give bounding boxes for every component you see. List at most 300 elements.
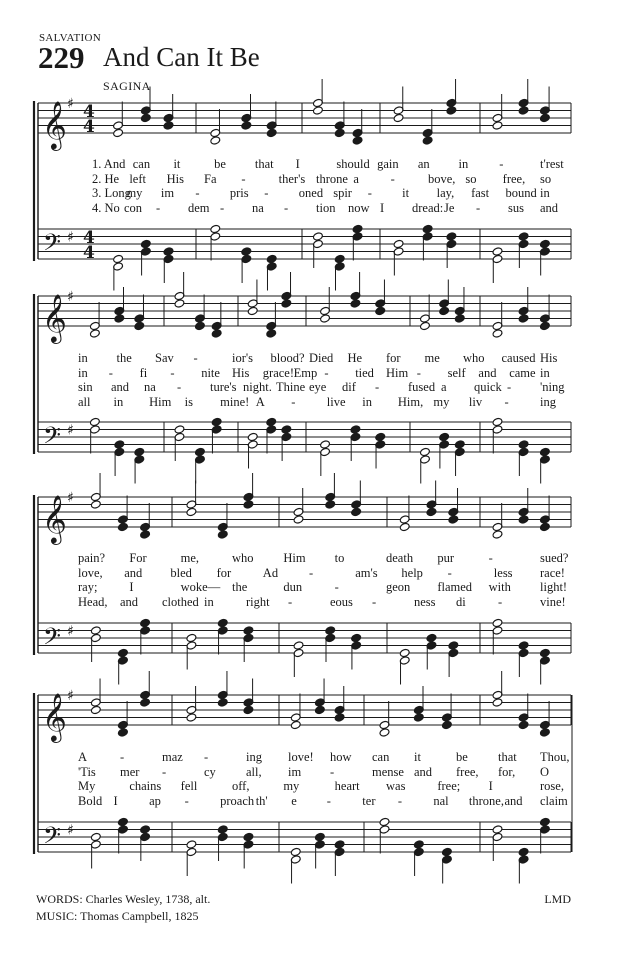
lyric-syllable: me <box>424 351 440 365</box>
lyric-syllable: im <box>288 764 302 779</box>
lyric-syllable: His <box>540 351 558 365</box>
note-head <box>393 239 404 248</box>
lyric-syllable: fused <box>408 380 436 394</box>
note-head <box>492 247 503 256</box>
note-head <box>140 698 151 707</box>
lyric-syllable: di <box>456 594 466 609</box>
note-head <box>492 417 503 426</box>
lyric-syllable: and <box>540 200 559 215</box>
lyric-syllable: bove, <box>428 171 456 186</box>
lyric-syllable: it <box>173 157 181 171</box>
note-head <box>117 817 128 826</box>
lyric-syllable: 'Tis <box>78 764 96 779</box>
lyric-syllable: dif <box>342 380 356 394</box>
lyric-syllable: pris <box>229 186 249 200</box>
lyric-syllable: ter <box>362 793 376 808</box>
note-head <box>266 254 277 263</box>
lyric-line <box>0 172 640 186</box>
lyric-syllable: throne, <box>468 793 504 808</box>
lyric-syllable: a <box>441 380 447 394</box>
lyric-syllable: 1. And <box>92 157 126 171</box>
note-head <box>441 847 452 856</box>
hymn-title: And Can It Be <box>103 42 260 72</box>
lyric-syllable: - <box>170 365 175 380</box>
lyric-syllable: geon <box>386 580 411 594</box>
lyric-syllable: free; <box>437 779 461 793</box>
lyric-syllable: im <box>160 186 175 200</box>
note-head <box>186 713 197 722</box>
note-head <box>539 522 550 531</box>
lyric-syllable: came <box>509 365 536 380</box>
lyric-syllable: - <box>390 171 395 186</box>
lyric-syllable: maz <box>162 750 183 764</box>
time-signature-top: 4 <box>83 102 95 122</box>
lyric-syllable: in <box>540 186 550 200</box>
lyric-syllable: Fa <box>204 171 217 186</box>
lyric-syllable: - <box>447 565 452 580</box>
lyric-syllable: 3. Long <box>92 186 131 200</box>
lyric-syllable: ture's <box>210 380 237 394</box>
note-head <box>375 432 386 441</box>
lyric-syllable: and <box>124 565 143 580</box>
lyric-syllable: the <box>232 580 248 594</box>
lyric-syllable: 'ning <box>540 380 565 394</box>
lyric-syllable: my <box>433 394 450 409</box>
lyric-syllable: - <box>156 200 161 215</box>
note-head <box>351 507 362 516</box>
note-head <box>351 633 362 642</box>
note-head <box>334 713 345 722</box>
sharp-icon: ♯ <box>67 289 74 305</box>
lyric-line <box>0 157 640 171</box>
note-head <box>89 417 100 426</box>
lyric-syllable: na <box>252 200 264 215</box>
bass-clef-icon: 𝄢 <box>43 228 62 262</box>
lyric-syllable: th' <box>255 793 268 808</box>
lyric-syllable: free, <box>502 171 526 186</box>
lyric-syllable: A <box>255 394 265 409</box>
note-head <box>539 728 550 737</box>
note-head <box>518 847 529 856</box>
lyric-syllable: race! <box>540 565 565 580</box>
note-head <box>399 648 410 657</box>
lyric-syllable: oned <box>298 186 324 200</box>
lyric-syllable: be <box>456 750 468 764</box>
lyric-syllable: He <box>347 351 363 365</box>
note-head <box>352 136 363 145</box>
lyric-syllable: self <box>447 365 466 380</box>
lyric-syllable: less <box>493 565 513 580</box>
note-head <box>140 239 151 248</box>
lyric-syllable: mense <box>372 764 404 779</box>
lyric-syllable: clothed <box>162 594 199 609</box>
note-head <box>320 440 331 449</box>
lyric-line <box>0 595 640 609</box>
lyric-syllable: me, <box>180 551 200 565</box>
note-head <box>241 247 252 256</box>
lyric-syllable: an <box>417 157 430 171</box>
bass-clef-icon: 𝄢 <box>43 421 62 455</box>
note-head <box>539 817 550 826</box>
hymn-number: 229 <box>38 40 85 75</box>
note-head <box>518 515 529 524</box>
lyric-syllable: blood? <box>270 351 305 365</box>
sharp-icon: ♯ <box>67 490 74 506</box>
note-head <box>393 113 404 122</box>
lyric-syllable: - <box>416 365 421 380</box>
note-head <box>247 432 258 441</box>
lyric-syllable: - <box>507 380 512 394</box>
note-head <box>163 121 174 130</box>
lyric-syllable: it <box>402 186 410 200</box>
lyric-syllable: fell <box>180 779 198 793</box>
lyric-syllable: bled <box>170 565 192 580</box>
note-head <box>117 728 128 737</box>
lyric-syllable: fi <box>139 365 148 380</box>
lyric-syllable: - <box>204 750 209 764</box>
lyric-line <box>0 551 640 565</box>
lyric-syllable: bound <box>505 186 537 200</box>
lyric-syllable: na <box>144 380 156 394</box>
note-head <box>163 247 174 256</box>
lyric-syllable: how <box>330 750 352 764</box>
lyric-syllable: - <box>372 594 377 609</box>
note-head <box>539 113 550 122</box>
lyric-syllable: that <box>254 157 274 171</box>
lyric-syllable: Him <box>283 551 306 565</box>
time-signature-top: 4 <box>83 228 95 248</box>
lyric-syllable: ther's <box>278 171 306 186</box>
note-head <box>420 321 431 330</box>
note-head <box>241 121 252 130</box>
lyric-syllable: nal <box>433 793 449 808</box>
lyric-syllable: For <box>129 551 147 565</box>
lyric-syllable: dun <box>283 580 303 594</box>
lyric-syllable: and <box>414 764 433 779</box>
lyric-line <box>0 186 640 200</box>
sharp-icon: ♯ <box>67 822 74 839</box>
lyric-syllable: love, <box>78 565 103 580</box>
lyric-syllable: eye <box>309 380 327 394</box>
lyric-syllable: - <box>375 380 380 394</box>
bass-clef-icon: 𝄢 <box>43 821 62 855</box>
note-head <box>492 121 503 130</box>
lyric-syllable: Je <box>444 200 455 215</box>
lyric-syllable: O <box>540 764 550 779</box>
note-head <box>113 254 124 263</box>
lyric-syllable: in <box>362 394 373 409</box>
lyric-syllable: spir <box>333 186 352 200</box>
lyric-syllable: is <box>184 394 193 409</box>
lyric-syllable: right <box>246 594 270 609</box>
note-head <box>518 106 529 115</box>
sharp-icon: ♯ <box>67 623 74 640</box>
lyric-line <box>0 380 640 394</box>
treble-clef-icon: 𝄞 <box>42 100 67 149</box>
lyric-syllable: death <box>386 551 414 565</box>
lyric-syllable: sin <box>78 380 93 394</box>
lyric-line <box>0 566 640 580</box>
note-head <box>266 329 277 338</box>
lyric-line <box>0 750 640 764</box>
sharp-icon: ♯ <box>67 229 74 246</box>
lyric-syllable: liv <box>468 394 483 409</box>
lyric-syllable: rose, <box>540 779 564 793</box>
lyric-syllable: His <box>166 171 185 186</box>
note-head <box>325 500 336 509</box>
note-head <box>293 641 304 650</box>
lyric-syllable: for, <box>498 764 516 779</box>
lyric-syllable: His <box>232 365 250 380</box>
lyric-syllable: dem <box>188 200 210 215</box>
note-head <box>334 254 345 263</box>
lyric-line <box>0 779 640 793</box>
time-signature-bottom: 4 <box>83 243 95 263</box>
lyric-syllable: nite <box>201 365 220 380</box>
note-head <box>518 720 529 729</box>
lyric-syllable: pain? <box>78 551 106 565</box>
note-head <box>293 515 304 524</box>
note-head <box>90 832 101 841</box>
note-head <box>174 425 185 434</box>
lyric-syllable: in <box>78 351 88 365</box>
lyric-syllable: Head, <box>78 594 108 609</box>
lyric-syllable: night. <box>243 380 272 394</box>
note-head <box>247 306 258 315</box>
lyric-syllable: Ad <box>262 565 279 580</box>
lyric-syllable: be <box>214 157 226 171</box>
lyric-syllable: was <box>386 779 406 793</box>
note-head <box>90 705 101 714</box>
lyric-syllable: Him, <box>397 394 424 409</box>
note-head <box>350 425 361 434</box>
lyric-syllable: Thou, <box>540 750 570 764</box>
lyric-syllable: mer <box>120 764 140 779</box>
lyric-syllable: - <box>324 365 329 380</box>
lyric-syllable: Sav <box>155 351 174 365</box>
lyric-syllable: now <box>348 200 370 215</box>
lyric-syllable: dread: <box>412 200 444 215</box>
note-head <box>266 417 277 426</box>
sharp-icon: ♯ <box>67 688 74 704</box>
lyric-syllable: - <box>309 565 314 580</box>
lyric-syllable: quick <box>474 380 502 394</box>
note-head <box>426 633 437 642</box>
sharp-icon: ♯ <box>67 422 74 439</box>
meter-label: LMD <box>544 892 571 906</box>
lyric-syllable: t'rest <box>540 157 564 171</box>
note-head <box>413 713 424 722</box>
lyric-syllable: sued? <box>540 551 569 565</box>
note-head <box>117 648 128 657</box>
lyric-syllable: tied <box>355 365 374 380</box>
lyric-syllable: who <box>463 351 485 365</box>
lyric-syllable: - <box>498 594 503 609</box>
note-head <box>379 817 390 826</box>
note-head <box>243 626 254 635</box>
note-head <box>140 530 151 539</box>
lyric-syllable: all <box>78 394 91 409</box>
lyric-syllable: with <box>488 580 511 594</box>
lyric-syllable: - <box>288 594 293 609</box>
lyric-syllable: - <box>397 793 403 808</box>
lyric-line <box>0 395 640 409</box>
note-head <box>290 720 301 729</box>
sharp-icon: ♯ <box>67 96 74 112</box>
lyric-syllable: help <box>401 565 423 580</box>
lyric-syllable: left <box>129 171 146 186</box>
note-head <box>113 128 124 137</box>
note-head <box>441 720 452 729</box>
note-head <box>194 321 205 330</box>
note-head <box>217 825 228 834</box>
lyric-syllable: - <box>108 365 113 380</box>
lyric-syllable: chains <box>129 779 162 793</box>
lyric-syllable: e <box>291 793 297 808</box>
note-head <box>518 232 529 241</box>
note-head <box>518 641 529 650</box>
note-head <box>426 507 437 516</box>
bass-clef-icon: 𝄢 <box>43 622 62 656</box>
lyric-syllable: - <box>193 351 198 365</box>
tune-name: SAGINA <box>103 79 151 93</box>
lyric-syllable: - <box>184 793 189 808</box>
lyric-syllable: I <box>295 157 300 171</box>
lyric-syllable: and <box>478 365 497 380</box>
note-head <box>314 832 325 841</box>
note-head <box>114 314 125 323</box>
lyric-syllable: live <box>326 394 346 409</box>
lyric-syllable: - <box>367 186 372 200</box>
note-head <box>492 698 503 707</box>
lyric-syllable: the <box>116 351 132 365</box>
lyric-syllable: and <box>120 594 139 609</box>
note-head <box>174 299 185 308</box>
note-head <box>492 825 503 834</box>
note-head <box>217 698 228 707</box>
lyric-line <box>0 351 640 365</box>
note-head <box>211 417 222 426</box>
music-credit: MUSIC: Thomas Campbell, 1825 <box>36 909 199 923</box>
note-head <box>312 106 323 115</box>
note-head <box>281 299 292 308</box>
lyric-syllable: pur <box>437 551 454 565</box>
note-head <box>518 314 529 323</box>
lyric-syllable: - <box>120 750 125 764</box>
lyric-syllable: - <box>504 394 509 409</box>
note-head <box>350 299 361 308</box>
note-head <box>314 705 325 714</box>
lyric-syllable: in <box>540 365 550 380</box>
lyric-syllable: - <box>488 551 493 565</box>
note-head <box>334 128 345 137</box>
lyric-syllable: I <box>488 779 493 793</box>
words-credit: WORDS: Charles Wesley, 1738, alt. <box>36 892 211 906</box>
lyric-syllable: am's <box>355 565 378 580</box>
note-head <box>243 832 254 841</box>
lyric-syllable: in <box>204 594 214 609</box>
note-head <box>539 447 550 456</box>
lyric-syllable: proach <box>220 793 255 808</box>
lyric-syllable: fast <box>471 186 490 200</box>
lyric-line <box>0 201 640 215</box>
note-head <box>312 232 323 241</box>
lyric-syllable: ray; <box>78 580 98 594</box>
lyric-syllable: - <box>195 186 200 200</box>
lyric-syllable: sus <box>508 200 524 215</box>
lyric-syllable: Him <box>149 394 172 409</box>
note-head <box>492 530 503 539</box>
hymn-category: SALVATION <box>39 32 101 44</box>
lyric-syllable: in <box>113 394 124 409</box>
lyric-syllable: can <box>372 750 390 764</box>
lyric-syllable: I <box>129 580 134 594</box>
note-head <box>281 425 292 434</box>
lyric-syllable: eous <box>330 594 353 609</box>
lyric-syllable: who <box>232 551 254 565</box>
note-head <box>518 440 529 449</box>
note-head <box>439 306 450 315</box>
note-head <box>90 626 101 635</box>
treble-clef-icon: 𝄞 <box>42 692 67 741</box>
lyric-syllable: my <box>283 779 300 793</box>
note-head <box>413 840 424 849</box>
note-head <box>186 507 197 516</box>
note-head <box>210 136 221 145</box>
note-head <box>448 641 459 650</box>
lyric-syllable: - <box>162 764 167 779</box>
lyric-syllable: my <box>126 186 143 200</box>
note-head <box>539 648 550 657</box>
lyric-syllable: - <box>264 186 269 200</box>
note-head <box>446 106 457 115</box>
lyric-syllable: tion <box>316 200 336 215</box>
lyric-syllable: and <box>504 793 523 808</box>
note-head <box>334 840 345 849</box>
lyric-syllable: mine! <box>220 394 250 409</box>
note-head <box>140 113 151 122</box>
lyric-syllable: that <box>498 750 517 764</box>
lyric-syllable: I <box>113 793 118 808</box>
lyric-syllable: - <box>334 580 339 594</box>
lyric-syllable: for <box>386 351 401 365</box>
note-head <box>114 440 125 449</box>
note-head <box>420 447 431 456</box>
note-head <box>186 840 197 849</box>
lyric-syllable: - <box>284 200 289 215</box>
note-head <box>492 329 503 338</box>
lyric-syllable: heart <box>334 779 360 793</box>
note-head <box>194 447 205 456</box>
note-head <box>89 329 100 338</box>
note-head <box>117 522 128 531</box>
note-head <box>90 500 101 509</box>
note-head <box>375 306 386 315</box>
note-head <box>134 321 145 330</box>
lyric-syllable: off, <box>232 779 250 793</box>
lyric-syllable: Died <box>309 351 334 365</box>
lyric-syllable: all, <box>246 764 262 779</box>
note-head <box>539 321 550 330</box>
lyric-syllable: flamed <box>437 580 473 594</box>
lyric-syllable: Him <box>386 365 409 380</box>
note-head <box>210 224 221 233</box>
lyric-syllable: cy <box>204 764 216 779</box>
treble-clef-icon: 𝄞 <box>42 293 67 342</box>
lyric-syllable: in <box>458 157 469 171</box>
note-head <box>492 618 503 627</box>
lyric-syllable: con <box>124 200 143 215</box>
